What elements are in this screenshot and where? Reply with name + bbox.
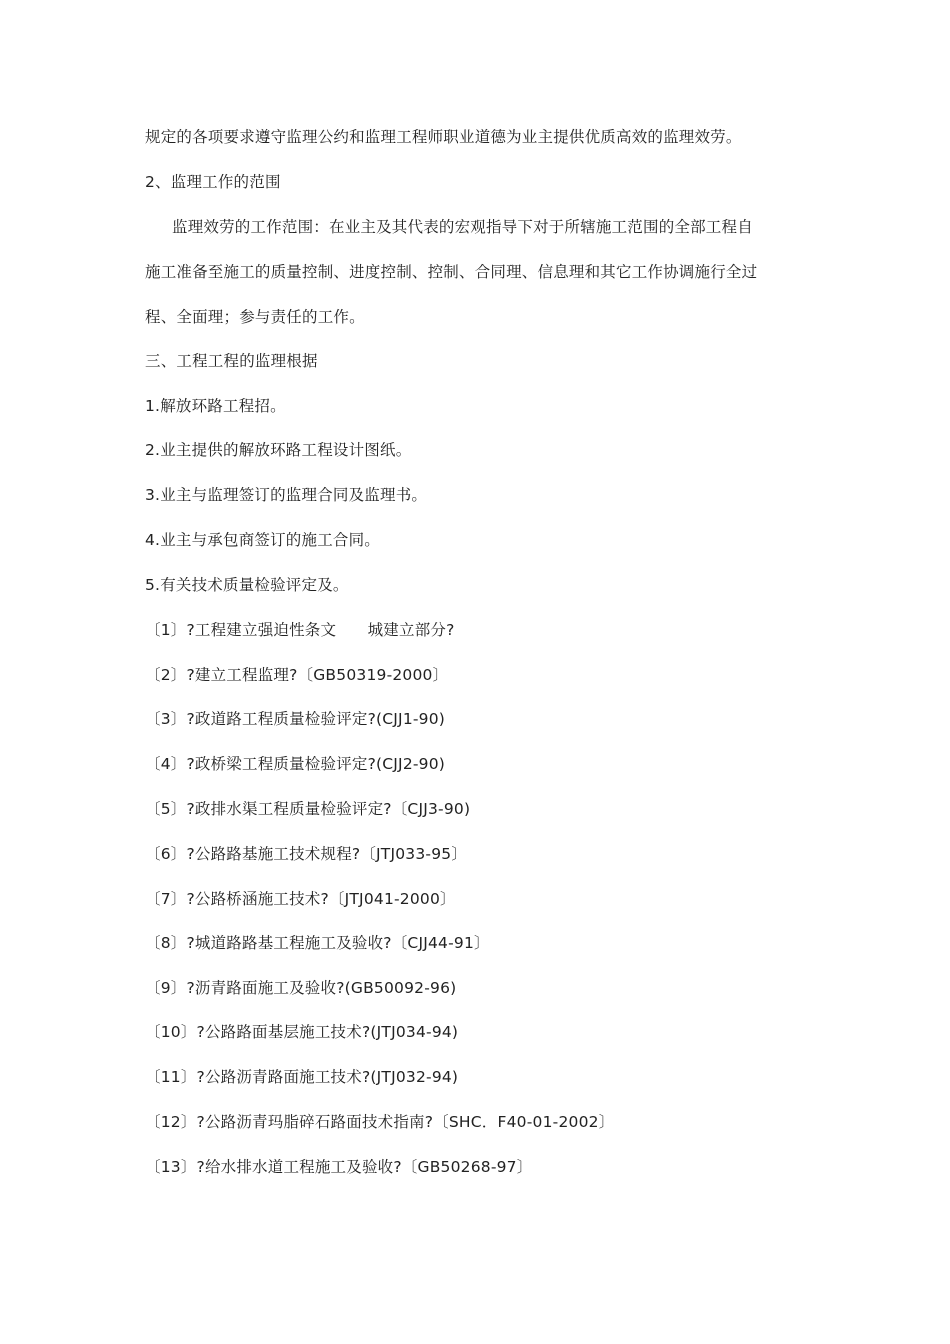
list-item: 4.业主与承包商签订的施工合同。 (145, 531, 380, 549)
paragraph-line: 规定的各项要求遵守监理公约和监理工程师职业道德为业主提供优质高效的监理效劳。 (145, 128, 742, 146)
reference-item: 〔9〕?沥青路面施工及验收?(GB50092-96) (145, 979, 457, 997)
reference-item: 〔5〕?政排水渠工程质量检验评定?〔CJJ3-90) (145, 800, 471, 818)
list-item: 3.业主与监理签订的监理合同及监理书。 (145, 486, 428, 504)
reference-item: 〔2〕?建立工程监理?〔GB50319-2000〕 (145, 666, 449, 684)
reference-item: 〔3〕?政道路工程质量检验评定?(CJJ1-90) (145, 710, 446, 728)
reference-item: 〔10〕?公路路面基层施工技术?(JTJ034-94) (145, 1023, 459, 1041)
paragraph-line: 程、全面理；参与责任的工作。 (145, 308, 365, 326)
list-item: 1.解放环路工程招。 (145, 397, 286, 415)
reference-item: 〔8〕?城道路路基工程施工及验收?〔CJJ44-91〕 (145, 934, 490, 952)
reference-item: 〔7〕?公路桥涵施工技术?〔JTJ041-2000〕 (145, 890, 456, 908)
reference-item: 〔4〕?政桥梁工程质量检验评定?(CJJ2-90) (145, 755, 446, 773)
list-item: 5.有关技术质量检验评定及。 (145, 576, 349, 594)
section-heading: 2、监理工作的范围 (145, 173, 281, 191)
reference-item: 〔6〕?公路路基施工技术规程?〔JTJ033-95〕 (145, 845, 468, 863)
reference-item: 〔1〕?工程建立强迫性条文 城建立部分? (145, 621, 455, 639)
list-item: 2.业主提供的解放环路工程设计图纸。 (145, 441, 412, 459)
reference-item: 〔11〕?公路沥青路面施工技术?(JTJ032-94) (145, 1068, 459, 1086)
paragraph-line: 监理效劳的工作范围：在业主及其代表的宏观指导下对于所辖施工范围的全部工程自 (172, 218, 753, 236)
reference-item: 〔12〕?公路沥青玛脂碎石路面技术指南?〔SHC．F40-01-2002〕 (145, 1113, 615, 1131)
section-heading: 三、工程工程的监理根据 (145, 352, 318, 370)
reference-item: 〔13〕?给水排水道工程施工及验收?〔GB50268-97〕 (145, 1158, 533, 1176)
paragraph-line: 施工准备至施工的质量控制、进度控制、控制、合同理、信息理和其它工作协调施行全过 (145, 263, 758, 281)
